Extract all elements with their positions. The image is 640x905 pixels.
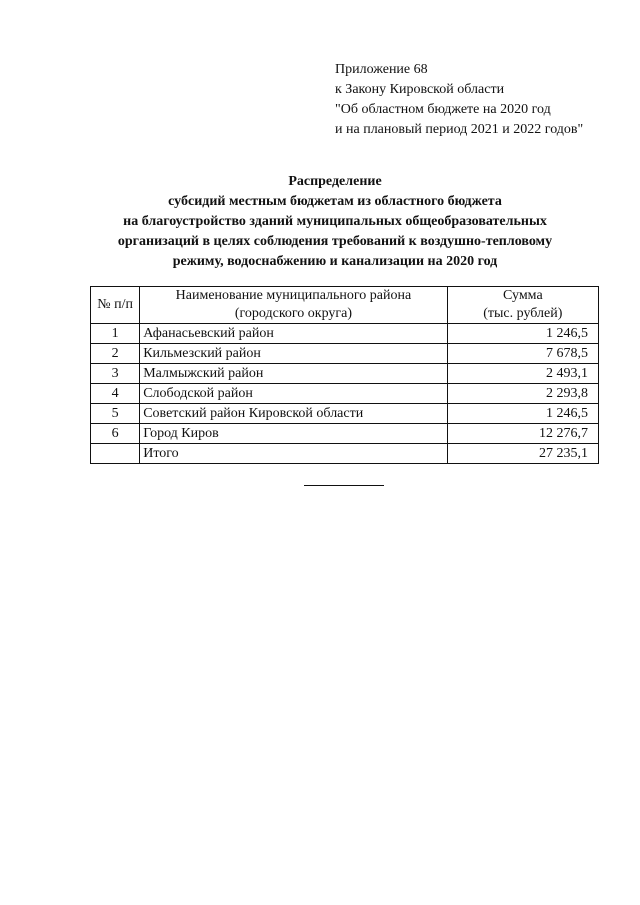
table-row — [91, 324, 599, 344]
row-num: 2 — [91, 344, 140, 364]
row-num: 6 — [91, 424, 140, 444]
row-name: Город Киров — [140, 424, 447, 444]
title-line: субсидий местным бюджетам из областного бюджета — [168, 194, 502, 209]
end-divider — [304, 485, 384, 486]
row-sum: 7 678,5 — [447, 344, 598, 364]
appendix-header — [335, 60, 583, 140]
total-sum: 27 235,1 — [447, 444, 598, 464]
header-num: № п/п — [91, 287, 140, 324]
header-sum-line: (тыс. рублей) — [483, 306, 563, 321]
table-row — [91, 404, 599, 424]
table-header-row — [91, 287, 599, 324]
appendix-line: к Закону Кировской области — [335, 82, 505, 97]
row-sum: 2 493,1 — [447, 364, 598, 384]
row-sum: 12 276,7 — [447, 424, 598, 444]
header-name — [140, 287, 447, 324]
table-row — [91, 384, 599, 404]
header-name-line: Наименование муниципального района — [175, 288, 412, 303]
row-num: 4 — [91, 384, 140, 404]
table-row — [91, 364, 599, 384]
row-sum: 1 246,5 — [447, 324, 598, 344]
title-line: Распределение — [288, 174, 382, 189]
row-sum: 1 246,5 — [447, 404, 598, 424]
table-total-row — [91, 444, 599, 464]
appendix-line: Приложение 68 — [335, 62, 428, 77]
appendix-line: и на плановый период 2021 и 2022 годов" — [335, 122, 584, 137]
appendix-line: "Об областном бюджете на 2020 год — [335, 102, 551, 117]
row-name: Советский район Кировской области — [140, 404, 447, 424]
header-sum-line: Сумма — [503, 288, 543, 303]
row-name: Слободской район — [140, 384, 447, 404]
title-line: режиму, водоснабжению и канализации на 2020 год — [172, 254, 498, 269]
total-label: Итого — [140, 444, 447, 464]
title-line: на благоустройство зданий муниципальных общеобразовательных — [123, 214, 547, 229]
row-name: Кильмезский район — [140, 344, 447, 364]
row-num: 1 — [91, 324, 140, 344]
row-name: Малмыжский район — [140, 364, 447, 384]
row-name: Афанасьевский район — [140, 324, 447, 344]
total-num — [91, 444, 140, 464]
table-row — [91, 424, 599, 444]
title-line: организаций в целях соблюдения требований к воздушно-тепловому — [117, 234, 553, 249]
table-row — [91, 344, 599, 364]
row-sum: 2 293,8 — [447, 384, 598, 404]
row-num: 5 — [91, 404, 140, 424]
row-num: 3 — [91, 364, 140, 384]
header-name-line: (городского округа) — [234, 306, 353, 321]
distribution-table — [90, 286, 599, 464]
document-title — [70, 172, 600, 272]
header-sum — [447, 287, 598, 324]
